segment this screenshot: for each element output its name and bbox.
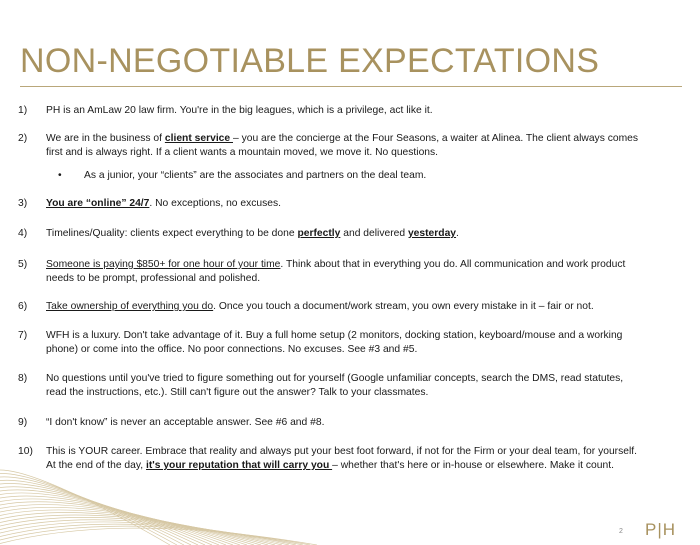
item-number: 2) (18, 133, 28, 144)
item-number: 5) (18, 259, 28, 270)
page-number: 2 (619, 528, 623, 535)
fan-line (0, 507, 254, 545)
emphasis: Someone is paying $850+ for one hour of your time (46, 259, 281, 270)
fan-line (0, 513, 268, 545)
item-number: 8) (18, 373, 28, 384)
fan-line (0, 528, 317, 545)
bullet-icon: • (58, 170, 62, 181)
title-rule (20, 86, 682, 87)
item-number: 3) (18, 198, 28, 209)
item-number: 4) (18, 228, 28, 239)
item-text: Timelines/Quality: clients expect everything to be done perfectly and delivered yesterday. (46, 228, 459, 239)
item-text: No questions until you've tried to figure something out for yourself (Google unfamiliar concepts, search the DMS, read statutes, read the instructions, etc.). Still can't figure out the answer? Talk to your classmates. (46, 373, 624, 398)
item-text: We are in the business of client service – you are the concierge at the Four Seasons, a waiter at Alinea. The client always comes first and is always right. If a client wants a mountain moved, we move it. No questions. (46, 133, 639, 158)
emphasis: it's your reputation that will carry you (146, 460, 333, 471)
slide-title: NON-NEGOTIABLE EXPECTATIONS (20, 42, 600, 80)
item-number: 1) (18, 105, 28, 116)
fan-line (0, 473, 177, 545)
firm-logo: P|H (645, 520, 677, 539)
item-text: PH is an AmLaw 20 law firm. You're in the big leagues, which is a privilege, act like it. (46, 105, 433, 116)
fan-line (0, 505, 247, 545)
fan-line (0, 526, 310, 545)
fan-line (0, 493, 219, 545)
fan-line (0, 502, 240, 545)
emphasis: You are “online” 24/7 (46, 198, 150, 209)
emphasis: Take ownership of everything you do (46, 301, 214, 312)
fan-line (0, 510, 261, 545)
fan-line (0, 484, 198, 545)
item-text: As a junior, your “clients” are the associates and partners on the deal team. (84, 170, 427, 181)
fan-line (0, 517, 282, 545)
fan-line (0, 470, 170, 545)
item-text: WFH is a luxury. Don't take advantage of it. Buy a full home setup (2 monitors, docking station, keyboard/mouse and a working phone) or come into the office. No poor connections. No excuses. See #3 and #5. (46, 330, 623, 355)
item-number: 6) (18, 301, 28, 312)
fan-line (0, 490, 212, 545)
item-text: Someone is paying $850+ for one hour of your time. Think about that in everything you do. All communication and work product needs to be prompt, professional and polished. (46, 259, 626, 284)
fan-line (0, 520, 289, 545)
item-number: 7) (18, 330, 28, 341)
item-number: 9) (18, 417, 28, 428)
fan-line (0, 496, 226, 545)
fan-line (0, 480, 191, 545)
fan-line (0, 522, 296, 545)
fan-line (0, 487, 205, 545)
item-number: 10) (18, 446, 33, 457)
fan-line (0, 477, 184, 545)
item-text: Take ownership of everything you do. Once you touch a document/work stream, you own every mistake in it – fair or not. (46, 301, 594, 312)
item-text: “I don't know” is never an acceptable answer. See #6 and #8. (46, 417, 325, 428)
emphasis: client service (164, 133, 233, 144)
emphasis: yesterday (407, 228, 457, 239)
fan-line (0, 524, 303, 545)
fan-line (0, 515, 275, 545)
fan-line (0, 499, 233, 545)
item-text: You are “online” 24/7. No exceptions, no excuses. (46, 198, 282, 209)
emphasis: perfectly (297, 228, 341, 239)
item-text: This is YOUR career. Embrace that reality and always put your best foot forward, if not for the Firm or your deal team, for yourself. At the end of the day, it's your reputation that will carry you – whether that's here or in-house or elsewhere. Make it count. (46, 446, 637, 471)
